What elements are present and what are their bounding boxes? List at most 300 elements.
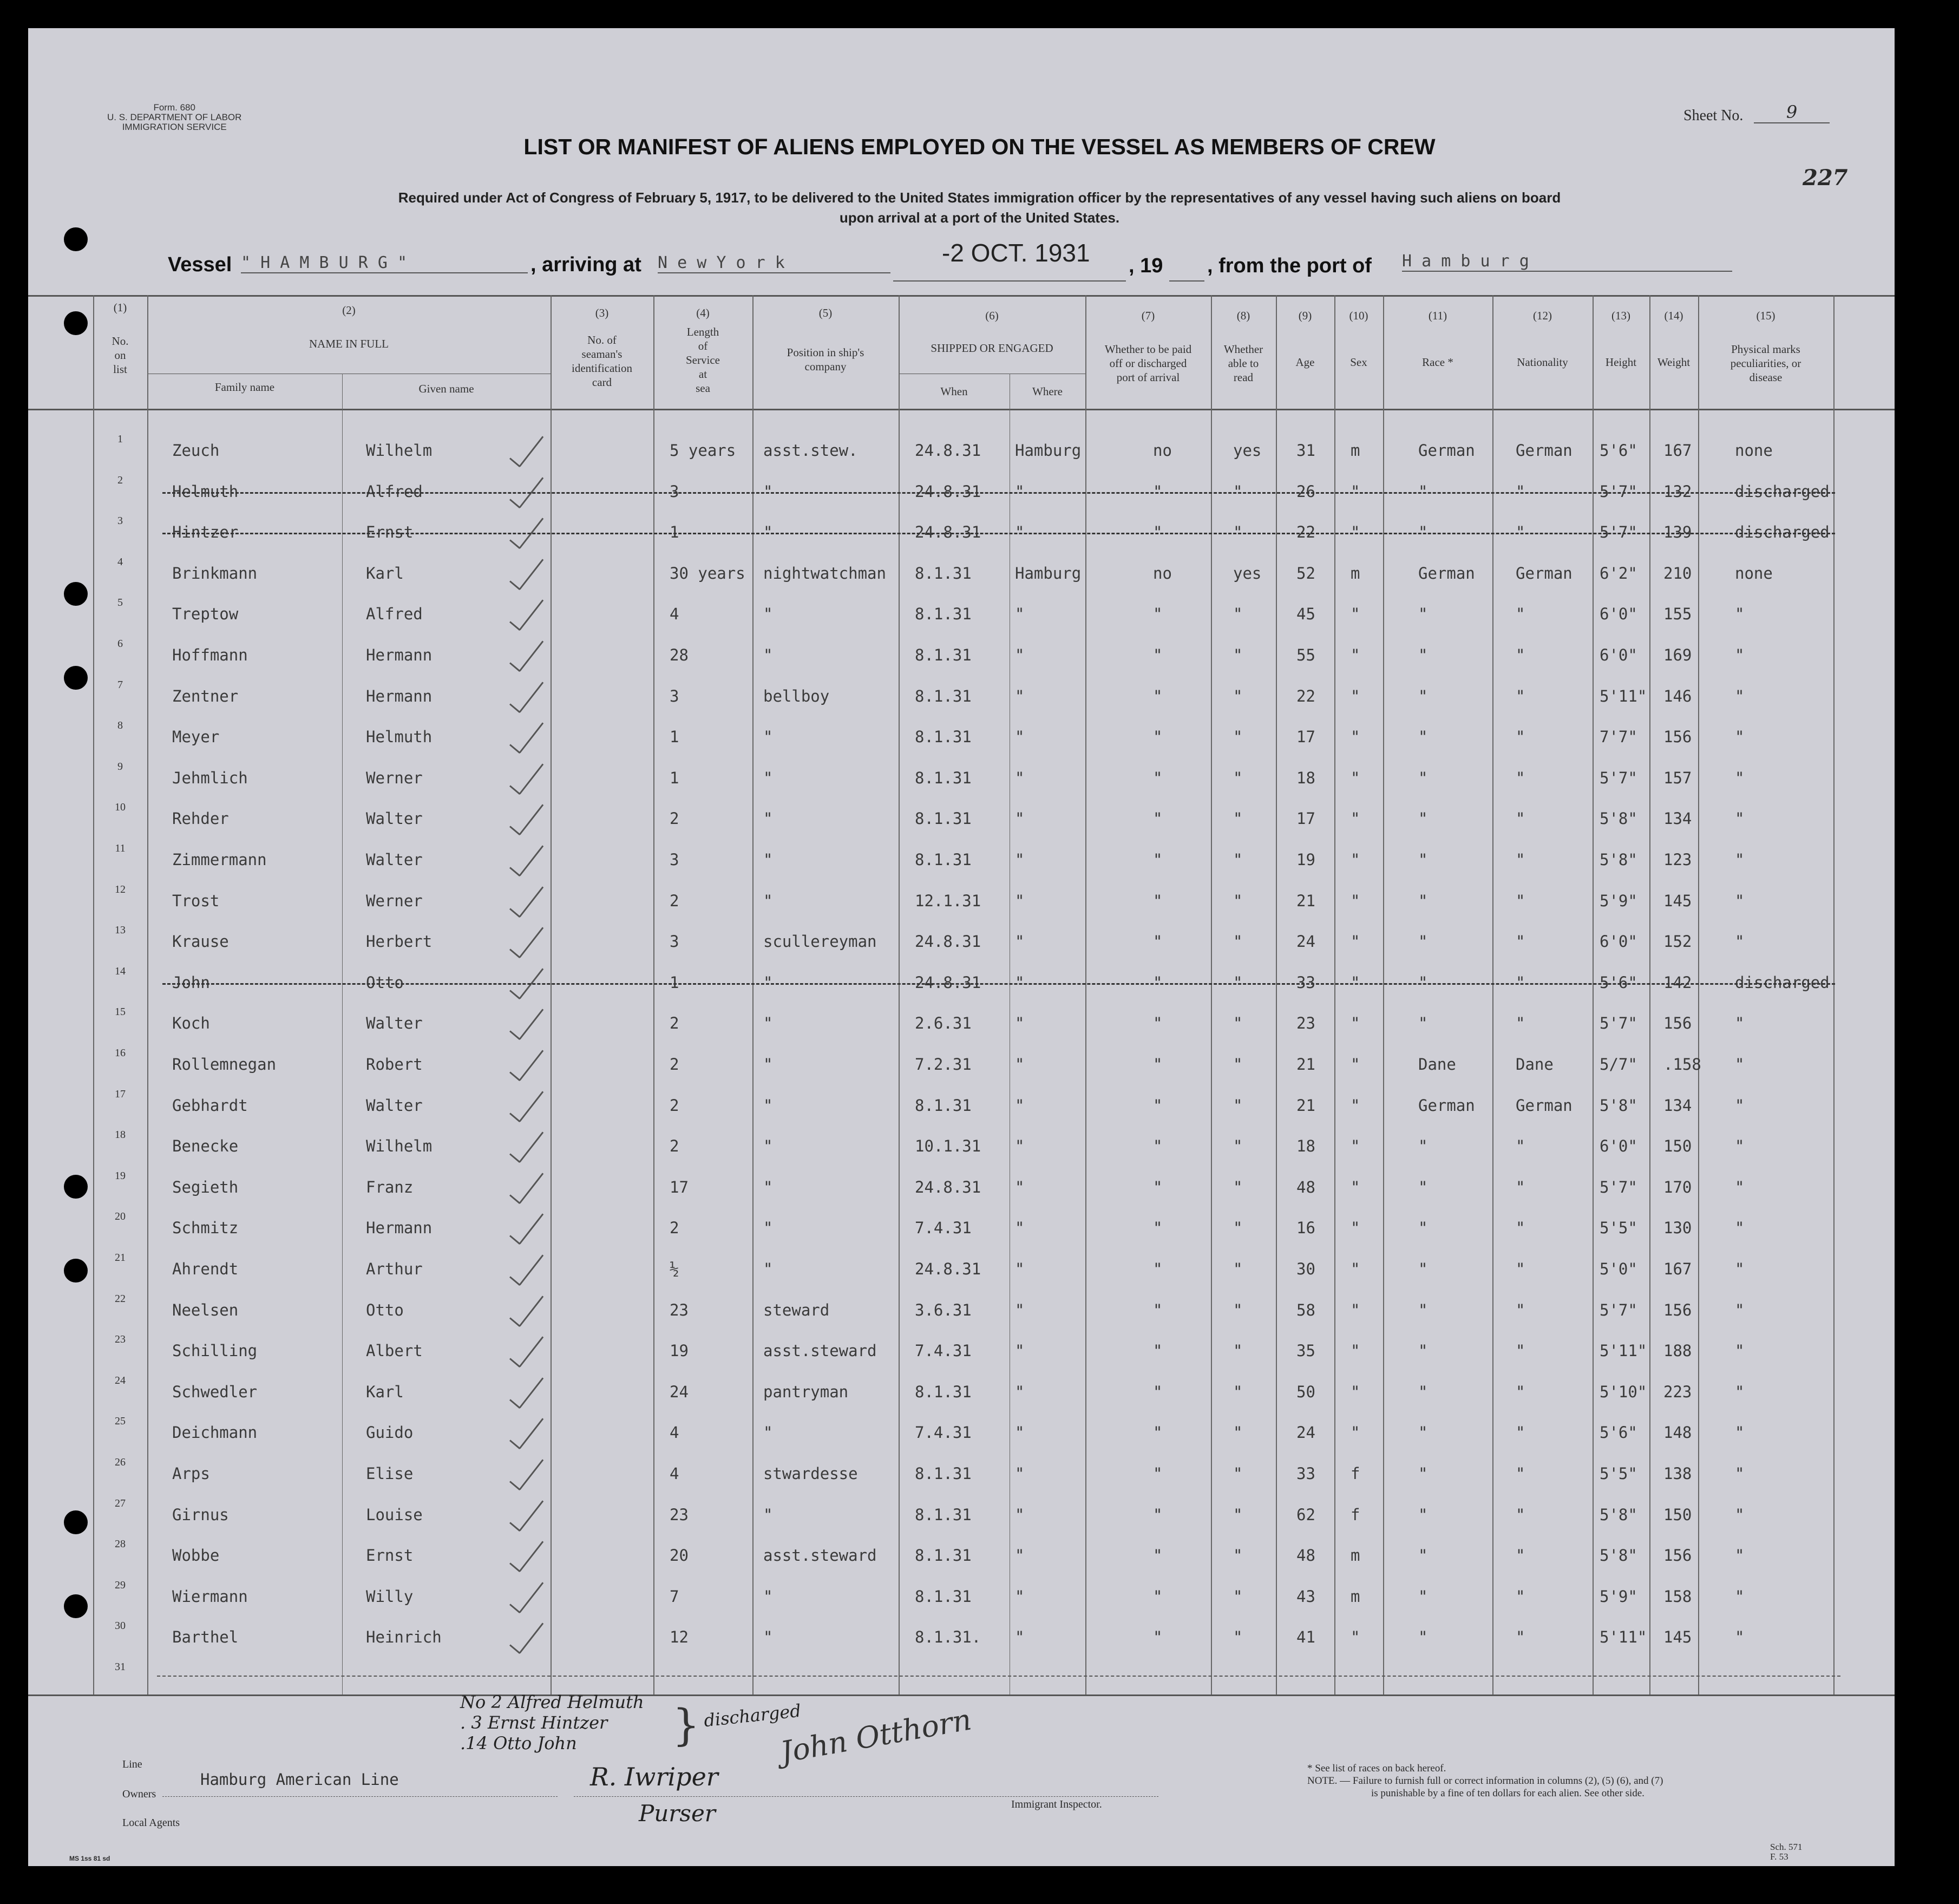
age: 18: [1296, 1137, 1315, 1155]
from-port: H a m b u r g: [1402, 252, 1732, 272]
physical-marks: ": [1735, 605, 1745, 623]
height: 5'6": [1600, 441, 1637, 460]
date-stamp: -2 OCT. 1931: [942, 239, 1090, 267]
family-name: Zentner: [172, 687, 239, 705]
height: 5'7": [1600, 1014, 1637, 1032]
physical-marks: ": [1735, 1423, 1745, 1442]
service-length: 1: [670, 973, 679, 992]
sex: ": [1351, 1096, 1360, 1115]
signature-underline: [574, 1796, 1158, 1797]
row-number: 14: [115, 965, 126, 977]
signature-inspector: John Otthorn: [778, 1702, 974, 1770]
given-name: Willy: [366, 1587, 414, 1606]
sex: ": [1351, 1055, 1360, 1074]
nationality: ": [1516, 646, 1525, 664]
purser-title: Purser: [639, 1800, 716, 1827]
row-number: 30: [115, 1620, 126, 1632]
shipped-when: 24.8.31: [915, 441, 981, 460]
able-to-read: ": [1233, 1219, 1243, 1237]
height: 6'0": [1600, 932, 1637, 951]
able-to-read: ": [1233, 850, 1243, 869]
table-bottom-border: [28, 1694, 1895, 1696]
age: 35: [1296, 1342, 1315, 1360]
row-number: 8: [117, 719, 123, 731]
family-name: Segieth: [172, 1178, 239, 1196]
position: ": [763, 850, 773, 869]
given-name: Guido: [366, 1423, 414, 1442]
able-to-read: ": [1233, 1587, 1243, 1606]
shipped-when: 10.1.31: [915, 1137, 981, 1155]
given-name: Heinrich: [366, 1628, 442, 1646]
height: 5'8": [1600, 1546, 1637, 1565]
nationality: ": [1516, 809, 1525, 828]
able-to-read: ": [1233, 605, 1243, 623]
punch-hole: [64, 1259, 88, 1283]
race: ": [1418, 1178, 1428, 1196]
race: ": [1418, 482, 1428, 501]
position: ": [763, 1137, 773, 1155]
col-3-header: No. of seaman's identification card: [572, 333, 632, 389]
sex: ": [1351, 932, 1360, 951]
signature-purser: R. Iwriper: [590, 1762, 718, 1791]
row-number: 20: [115, 1211, 126, 1222]
age: 23: [1296, 1014, 1315, 1032]
col-4-number: (4): [696, 306, 710, 319]
sch-number: Sch. 571: [1770, 1842, 1803, 1852]
nationality: ": [1516, 850, 1525, 869]
footer-notes: [1307, 1762, 1663, 1800]
paid-off: ": [1153, 1464, 1163, 1483]
family-name: Hintzer: [172, 523, 239, 541]
able-to-read: ": [1233, 1301, 1243, 1319]
printer-mark: MS 1ss 81 sd: [69, 1855, 110, 1862]
sex: ": [1351, 1301, 1360, 1319]
sex: ": [1351, 605, 1360, 623]
department-name: U. S. DEPARTMENT OF LABOR: [107, 112, 242, 122]
col-15-header: Physical marks peculiarities, or disease: [1730, 343, 1801, 384]
col-3-number: (3): [595, 306, 609, 319]
able-to-read: yes: [1233, 441, 1262, 460]
shipped-where: ": [1015, 850, 1025, 869]
given-name: Ernst: [366, 523, 414, 541]
struck-through-line: [162, 983, 1835, 985]
position: pantryman: [763, 1383, 849, 1401]
weight: 132: [1663, 482, 1692, 501]
position: ": [763, 1506, 773, 1524]
given-name: Wilhelm: [366, 1137, 433, 1155]
shipped-where: ": [1015, 728, 1025, 746]
physical-marks: none: [1735, 441, 1773, 460]
service-length: 12: [670, 1628, 689, 1646]
physical-marks: ": [1735, 1096, 1745, 1115]
height: 5'0": [1600, 1260, 1637, 1278]
able-to-read: ": [1233, 1137, 1243, 1155]
family-name: Schwedler: [172, 1383, 258, 1401]
service-length: 1: [670, 728, 679, 746]
height: 5'5": [1600, 1219, 1637, 1237]
weight: 146: [1663, 687, 1692, 705]
shipped-where: ": [1015, 892, 1025, 910]
race: ": [1418, 892, 1428, 910]
shipped-when: 12.1.31: [915, 892, 981, 910]
position: ": [763, 809, 773, 828]
col-8-header: Whether able to read: [1223, 343, 1263, 384]
race: ": [1418, 973, 1428, 992]
given-name: Ernst: [366, 1546, 414, 1565]
height: 6'2": [1600, 564, 1637, 583]
nationality: ": [1516, 1464, 1525, 1483]
given-name: Karl: [366, 564, 404, 583]
shipped-where: ": [1015, 1178, 1025, 1196]
shipped-where: ": [1015, 605, 1025, 623]
service-length: 23: [670, 1301, 689, 1319]
note-races: * See list of races on back hereof.: [1307, 1763, 1446, 1774]
age: 21: [1296, 1096, 1315, 1115]
race: ": [1418, 523, 1428, 541]
physical-marks: ": [1735, 1383, 1745, 1401]
physical-marks: ": [1735, 1342, 1745, 1360]
shipped-where: ": [1015, 1096, 1025, 1115]
race: Dane: [1418, 1055, 1456, 1074]
sex: ": [1351, 1342, 1360, 1360]
struck-through-line: [162, 533, 1835, 534]
service-length: 20: [670, 1546, 689, 1565]
position: ": [763, 728, 773, 746]
shipped-when: 24.8.31: [915, 1178, 981, 1196]
col-10-number: (10): [1349, 309, 1368, 322]
paid-off: ": [1153, 1301, 1163, 1319]
service-length: 4: [670, 1423, 679, 1442]
race: ": [1418, 687, 1428, 705]
age: 24: [1296, 932, 1315, 951]
shipped-when: 8.1.31: [915, 1464, 972, 1483]
position: ": [763, 1219, 773, 1237]
shipped-where: ": [1015, 973, 1025, 992]
age: 17: [1296, 809, 1315, 828]
shipped-when: 24.8.31: [915, 482, 981, 501]
height: 5'6": [1600, 1423, 1637, 1442]
age: 30: [1296, 1260, 1315, 1278]
physical-marks: ": [1735, 728, 1745, 746]
physical-marks: ": [1735, 1301, 1745, 1319]
shipped-where: ": [1015, 1055, 1025, 1074]
paid-off: ": [1153, 605, 1163, 623]
row-number: 15: [115, 1006, 126, 1018]
given-name: Hermann: [366, 646, 433, 664]
race: ": [1418, 1506, 1428, 1524]
able-to-read: ": [1233, 523, 1243, 541]
shipped-where: ": [1015, 1546, 1025, 1565]
shipped-when: 8.1.31.: [915, 1628, 981, 1646]
col-2-number: (2): [342, 304, 356, 317]
discharged-note: [460, 1692, 644, 1753]
from-label: , from the port of: [1207, 254, 1372, 277]
able-to-read: ": [1233, 1464, 1243, 1483]
race: ": [1418, 1342, 1428, 1360]
given-name: Louise: [366, 1506, 423, 1524]
height: 5'8": [1600, 850, 1637, 869]
family-name: Hoffmann: [172, 646, 248, 664]
weight: 210: [1663, 564, 1692, 583]
family-name: Barthel: [172, 1628, 239, 1646]
note-penalty-1: NOTE. — Failure to furnish full or correct information in columns (2), (5) (6), and (7): [1307, 1775, 1663, 1787]
sex: f: [1351, 1464, 1360, 1483]
shipped-when: 2.6.31: [915, 1014, 972, 1032]
age: 22: [1296, 523, 1315, 541]
height: 5'6": [1600, 973, 1637, 992]
column-divider: [1698, 295, 1699, 1694]
able-to-read: ": [1233, 687, 1243, 705]
punch-hole: [64, 227, 88, 251]
position: ": [763, 1628, 773, 1646]
subtitle-line-1: Required under Act of Congress of February 5, 1917, to be delivered to the United States immigration officer by the representatives of any vessel having such aliens on board: [398, 189, 1561, 206]
family-name: Zimmermann: [172, 850, 267, 869]
col-2-header: NAME IN FULL: [309, 337, 389, 350]
position: ": [763, 1260, 773, 1278]
family-name: Krause: [172, 932, 229, 951]
service-length: 7: [670, 1587, 679, 1606]
col-9-number: (9): [1298, 309, 1312, 322]
age: 41: [1296, 1628, 1315, 1646]
col-13-header: Height: [1605, 356, 1637, 369]
age: 21: [1296, 1055, 1315, 1074]
column-divider: [899, 295, 900, 1694]
nationality: ": [1516, 728, 1525, 746]
family-name: Schilling: [172, 1342, 258, 1360]
physical-marks: ": [1735, 850, 1745, 869]
col-7-header: Whether to be paid off or discharged port of arrival: [1104, 343, 1192, 384]
service-length: 2: [670, 809, 679, 828]
shipped-where: ": [1015, 1383, 1025, 1401]
row-number: 6: [117, 638, 123, 650]
race: ": [1418, 1587, 1428, 1606]
position: ": [763, 1423, 773, 1442]
paid-off: ": [1153, 1096, 1163, 1115]
col-6-number: (6): [985, 309, 999, 322]
col-12-number: (12): [1533, 309, 1552, 322]
given-name: Albert: [366, 1342, 423, 1360]
nationality: ": [1516, 1546, 1525, 1565]
paid-off: ": [1153, 973, 1163, 992]
position: ": [763, 1587, 773, 1606]
col-6b-header: Where: [1032, 385, 1063, 398]
sex: m: [1351, 564, 1360, 583]
page-title: LIST OR MANIFEST OF ALIENS EMPLOYED ON THE VESSEL AS MEMBERS OF CREW: [523, 134, 1436, 159]
paid-off: ": [1153, 1587, 1163, 1606]
paid-off: ": [1153, 892, 1163, 910]
shipped-when: 8.1.31: [915, 769, 972, 787]
able-to-read: yes: [1233, 564, 1262, 583]
nationality: ": [1516, 892, 1525, 910]
given-name: Walter: [366, 809, 423, 828]
physical-marks: ": [1735, 1506, 1745, 1524]
row-number: 3: [117, 515, 123, 527]
nationality: ": [1516, 1301, 1525, 1319]
shipped-when: 24.8.31: [915, 523, 981, 541]
shipped-when: 8.1.31: [915, 728, 972, 746]
paid-off: ": [1153, 1014, 1163, 1032]
physical-marks: ": [1735, 646, 1745, 664]
sex: m: [1351, 1587, 1360, 1606]
weight: 156: [1663, 1301, 1692, 1319]
vessel-label: Vessel: [168, 253, 232, 276]
column-divider: [1085, 295, 1086, 1694]
given-name: Walter: [366, 1096, 423, 1115]
paid-off: ": [1153, 1506, 1163, 1524]
service-length: 28: [670, 646, 689, 664]
race: German: [1418, 1096, 1475, 1115]
family-name: Deichmann: [172, 1423, 258, 1442]
height: 5/7": [1600, 1055, 1637, 1074]
weight: 148: [1663, 1423, 1692, 1442]
nationality: ": [1516, 1506, 1525, 1524]
able-to-read: ": [1233, 1055, 1243, 1074]
service-length: 19: [670, 1342, 689, 1360]
sex: ": [1351, 646, 1360, 664]
age: 62: [1296, 1506, 1315, 1524]
year-label: , 19: [1129, 254, 1163, 277]
weight: 155: [1663, 605, 1692, 623]
row-number: 1: [117, 433, 123, 445]
position: asst.steward: [763, 1546, 877, 1565]
height: 5'10": [1600, 1383, 1647, 1401]
race: ": [1418, 1383, 1428, 1401]
shipped-when: 8.1.31: [915, 1096, 972, 1115]
shipped-where: ": [1015, 1137, 1025, 1155]
col-8-number: (8): [1236, 309, 1250, 322]
paid-off: ": [1153, 1342, 1163, 1360]
sex: ": [1351, 809, 1360, 828]
weight: 167: [1663, 441, 1692, 460]
race: ": [1418, 1219, 1428, 1237]
shipped-where: ": [1015, 809, 1025, 828]
shipped-when: 3.6.31: [915, 1301, 972, 1319]
position: scullereyman: [763, 932, 877, 951]
family-name: Wobbe: [172, 1546, 220, 1565]
race: ": [1418, 932, 1428, 951]
weight: 223: [1663, 1383, 1692, 1401]
col-7-number: (7): [1141, 309, 1155, 322]
given-name: Werner: [366, 769, 423, 787]
schedule-number: [1770, 1842, 1803, 1862]
service-length: 3: [670, 482, 679, 501]
shipped-where: ": [1015, 1014, 1025, 1032]
column-divider: [1211, 295, 1212, 1694]
col-11-number: (11): [1428, 309, 1447, 322]
service-length: 2: [670, 1014, 679, 1032]
able-to-read: ": [1233, 932, 1243, 951]
given-name: Werner: [366, 892, 423, 910]
race: ": [1418, 728, 1428, 746]
position: nightwatchman: [763, 564, 886, 583]
position: ": [763, 973, 773, 992]
family-name: Arps: [172, 1464, 210, 1483]
shipped-when: 7.4.31: [915, 1219, 972, 1237]
service-length: 3: [670, 932, 679, 951]
height: 6'0": [1600, 646, 1637, 664]
column-divider: [1334, 295, 1335, 1694]
position: ": [763, 1014, 773, 1032]
row-number: 10: [115, 801, 126, 813]
able-to-read: ": [1233, 1628, 1243, 1646]
position: ": [763, 892, 773, 910]
paid-off: no: [1153, 564, 1172, 583]
height: 5'7": [1600, 1301, 1637, 1319]
form-number: Form. 680: [153, 102, 195, 113]
weight: 156: [1663, 1546, 1692, 1565]
able-to-read: ": [1233, 482, 1243, 501]
nationality: German: [1516, 1096, 1573, 1115]
physical-marks: ": [1735, 1014, 1745, 1032]
punch-hole: [64, 311, 88, 335]
able-to-read: ": [1233, 1178, 1243, 1196]
paid-off: ": [1153, 646, 1163, 664]
paid-off: ": [1153, 1423, 1163, 1442]
service-length: 5 years: [670, 441, 736, 460]
age: 33: [1296, 1464, 1315, 1483]
weight: 134: [1663, 1096, 1692, 1115]
subtitle-line-2: upon arrival at a port of the United States.: [839, 210, 1120, 226]
sex: ": [1351, 973, 1360, 992]
height: 5'8": [1600, 1096, 1637, 1115]
arriving-port: N e w Y o r k: [658, 253, 890, 273]
sex: m: [1351, 441, 1360, 460]
struck-through-line: [162, 492, 1835, 494]
table-top-border: [28, 295, 1895, 297]
height: 6'0": [1600, 605, 1637, 623]
race: ": [1418, 1301, 1428, 1319]
service-length: 23: [670, 1506, 689, 1524]
race: ": [1418, 809, 1428, 828]
sex: ": [1351, 1423, 1360, 1442]
height: 5'7": [1600, 1178, 1637, 1196]
nationality: ": [1516, 523, 1525, 541]
family-name: Meyer: [172, 728, 220, 746]
nationality: ": [1516, 1342, 1525, 1360]
height: 5'8": [1600, 809, 1637, 828]
service-length: 1: [670, 523, 679, 541]
given-name: Arthur: [366, 1260, 423, 1278]
race: ": [1418, 850, 1428, 869]
service-length: 4: [670, 1464, 679, 1483]
race: ": [1418, 1137, 1428, 1155]
nationality: ": [1516, 932, 1525, 951]
age: 50: [1296, 1383, 1315, 1401]
note-line-3: .14 Otto John: [460, 1733, 577, 1753]
shipped-when: 8.1.31: [915, 646, 972, 664]
age: 33: [1296, 973, 1315, 992]
given-name: Wilhelm: [366, 441, 433, 460]
age: 45: [1296, 605, 1315, 623]
position: ": [763, 605, 773, 623]
given-name: Otto: [366, 973, 404, 992]
header-bottom-border: [28, 409, 1895, 410]
row-number: 29: [115, 1579, 126, 1591]
row-number: 12: [115, 884, 126, 895]
arriving-label: , arriving at: [530, 253, 641, 276]
sex: ": [1351, 1014, 1360, 1032]
position: bellboy: [763, 687, 830, 705]
sex: ": [1351, 850, 1360, 869]
column-divider: [1593, 295, 1594, 1694]
sex: ": [1351, 728, 1360, 746]
weight: 152: [1663, 932, 1692, 951]
paid-off: no: [1153, 441, 1172, 460]
position: ": [763, 1178, 773, 1196]
physical-marks: ": [1735, 1260, 1745, 1278]
col-11-header: Race *: [1422, 356, 1453, 369]
family-name: Gebhardt: [172, 1096, 248, 1115]
